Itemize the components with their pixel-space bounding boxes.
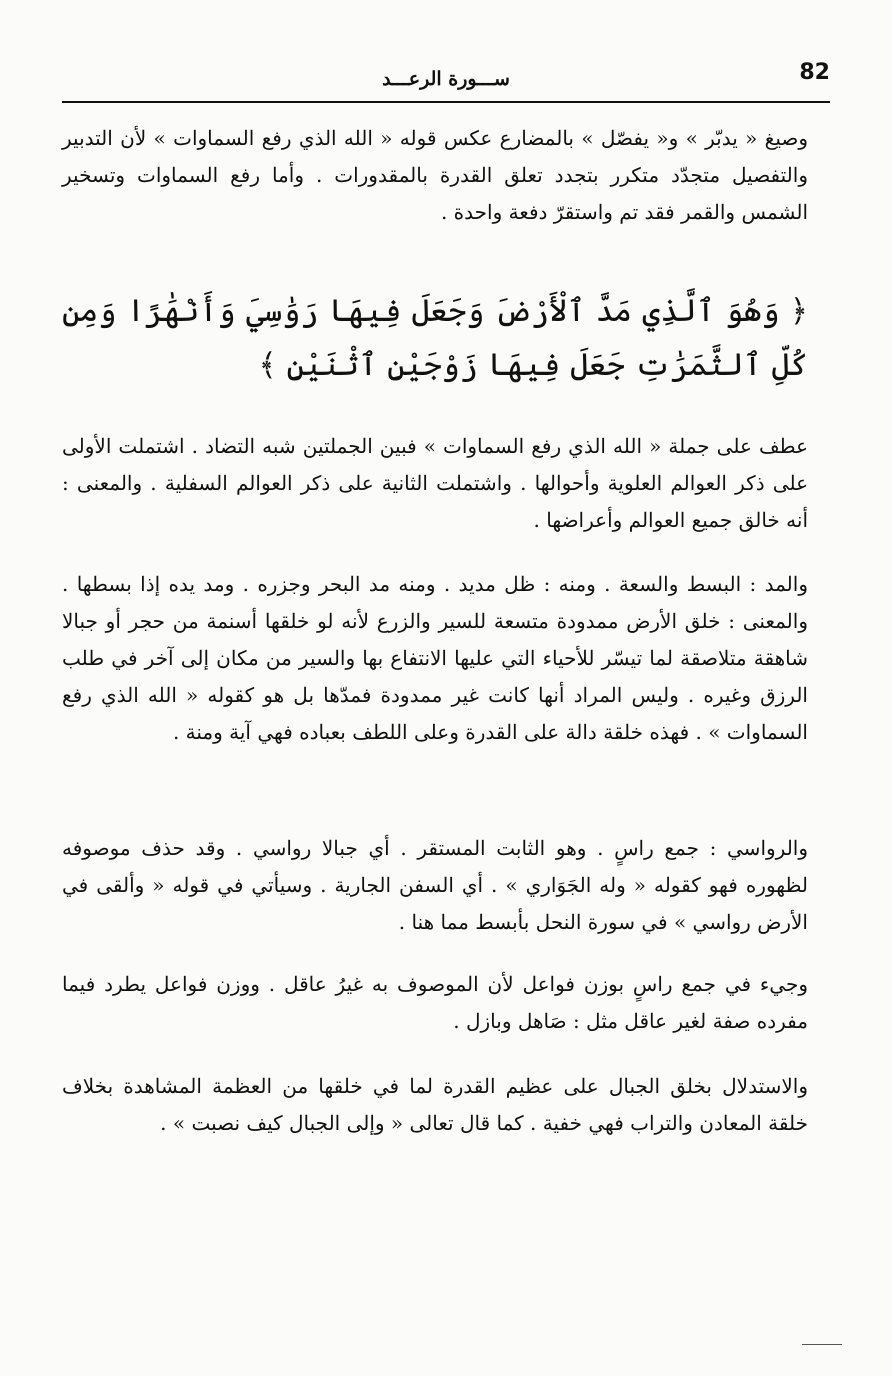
- paragraph-3: والمد : البسط والسعة . ومنه : ظل مديد . ومنه مد البحر وجزره . ومد يده إذا بسطها . والمعنى : خلق الأرض ممدودة متسعة للسير والزرع لأنه لو خلقها أسنمة من حجر أو جبالا شاهقة متلاصقة لما تيسّر للأحياء التي عليها الانتفاع بها والسير من مكان إلى آخر في طلب الرزق وغيره . وليس المراد أنها كانت غير ممدودة فمدّها بل هو كقوله « الله الذي رفع السماوات » . فهذه خلقة دالة على القدرة وعلى اللطف بعباده فهي آية ومنة .: [62, 572, 808, 744]
- paragraph-1: وصيغ « يدبّر » و« يفصّل » بالمضارع عكس قوله « الله الذي رفع السماوات » لأن التدبير والتفصيل متجدّد متكرر بتجدد تعلق القدرة بالمقدورات . وأما رفع السماوات وتسخير الشمس والقمر فقد تم واستقرّ دفعة واحدة .: [62, 126, 808, 224]
- quran-verse: ﴿ وَهُوَ ٱلَّذِي مَدَّ ٱلْأَرْضَ وَجَعَلَ فِيهَا رَوَٰسِيَ وَأَنْهَٰرًا وَمِن كُلِّ ٱلثَّمَرَٰتِ جَعَلَ فِيهَا زَوْجَيْنِ ٱثْنَيْنِ ﴾: [62, 293, 808, 383]
- footer-rule: [802, 1344, 842, 1345]
- paragraph-2: عطف على جملة « الله الذي رفع السماوات » فبين الجملتين شبه التضاد . اشتملت الأولى على ذكر العوالم العلوية وأحوالها . واشتملت الثانية على ذكر العوالم السفلية . والمعنى : أنه خالق جميع العوالم وأعراضها .: [62, 434, 808, 532]
- page-number: 82: [799, 60, 830, 85]
- running-title: ســـورة الرعـــد: [382, 68, 510, 90]
- paragraph-6: والاستدلال بخلق الجبال على عظيم القدرة لما في خلقها من العظمة المشاهدة بخلاف خلقة المعادن والتراب فهي خفية . كما قال تعالى « وإلى الجبال كيف نصبت » .: [62, 1074, 808, 1135]
- paragraph-5: وجيء في جمع راسٍ بوزن فواعل لأن الموصوف به غيرُ عاقل . ووزن فواعل يطرد فيما مفرده صفة لغير عاقل مثل : صَاهل وبازل .: [62, 972, 808, 1033]
- page-header: [62, 58, 830, 100]
- header-rule: [62, 101, 830, 103]
- paragraph-4: والرواسي : جمع راسٍ . وهو الثابت المستقر . أي جبالا رواسي . وقد حذف موصوفه لظهوره فهو كقوله « وله الجَوَاري » . أي السفن الجارية . وسيأتي في قوله « وألقى في الأرض رواسي » في سورة النحل بأبسط مما هنا .: [62, 836, 808, 934]
